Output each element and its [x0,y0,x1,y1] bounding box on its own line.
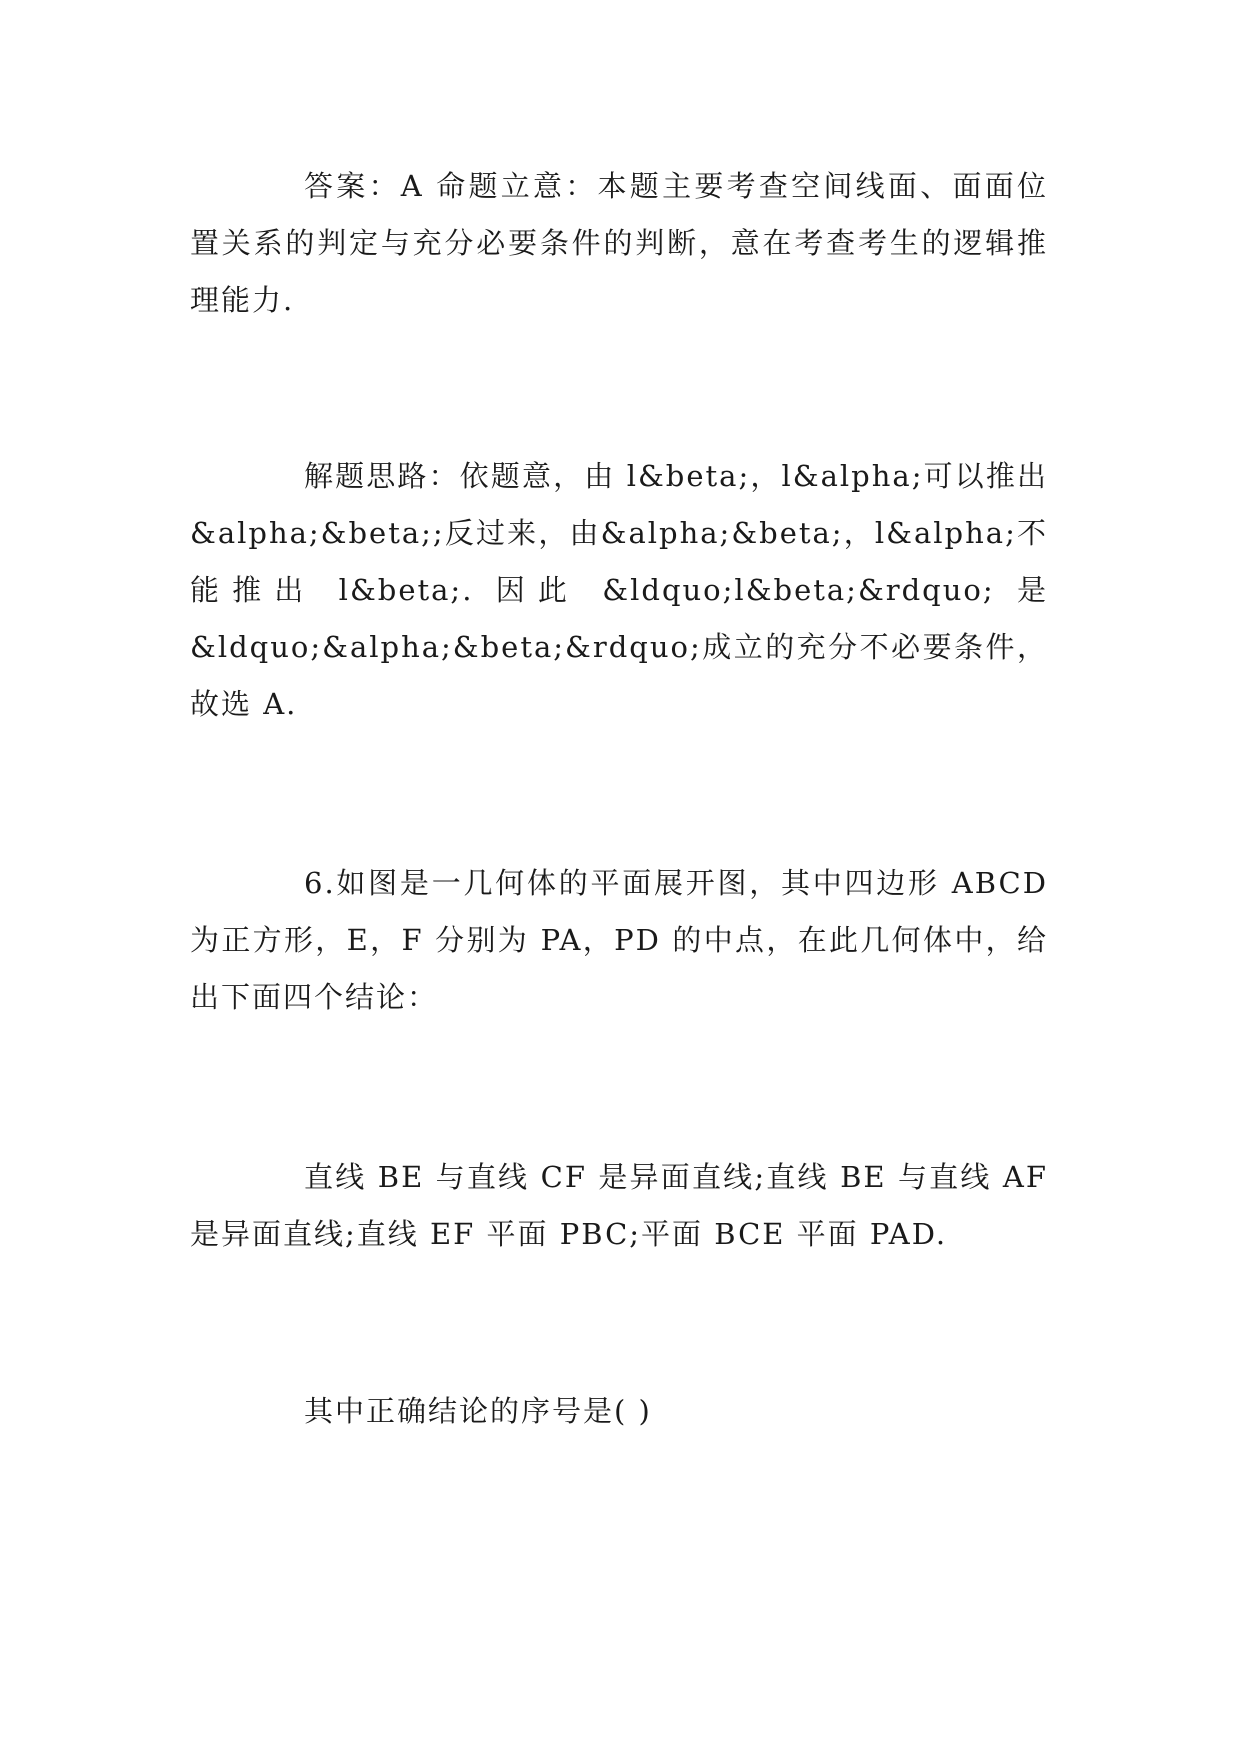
answer-paragraph: 答案：A 命题立意：本题主要考查空间线面、面面位置关系的判定与充分必要条件的判断，意在考查考生的逻辑推理能力. [190,169,1048,317]
solution-paragraph: 解题思路：依题意，由 l&beta;，l&alpha;可以推出&alpha;&beta;;反过来，由&alpha;&beta;，l&alpha;不能推出 l&beta;. 因此 &ldquo;l&beta;&rdquo; 是&ldquo;&alpha;&beta;&rdquo;成立的充分不必要条件，故选 A. [190,459,1048,721]
conclusions-paragraph: 直线 BE 与直线 CF 是异面直线;直线 BE 与直线 AF 是异面直线;直线 EF 平面 PBC;平面 BCE 平面 PAD. [190,1160,1048,1251]
question-prompt-paragraph: 其中正确结论的序号是( ) [304,1394,652,1428]
question-6-paragraph: 6.如图是一几何体的平面展开图，其中四边形 ABCD 为正方形，E，F 分别为 PA，PD 的中点，在此几何体中，给出下面四个结论： [190,866,1048,1014]
